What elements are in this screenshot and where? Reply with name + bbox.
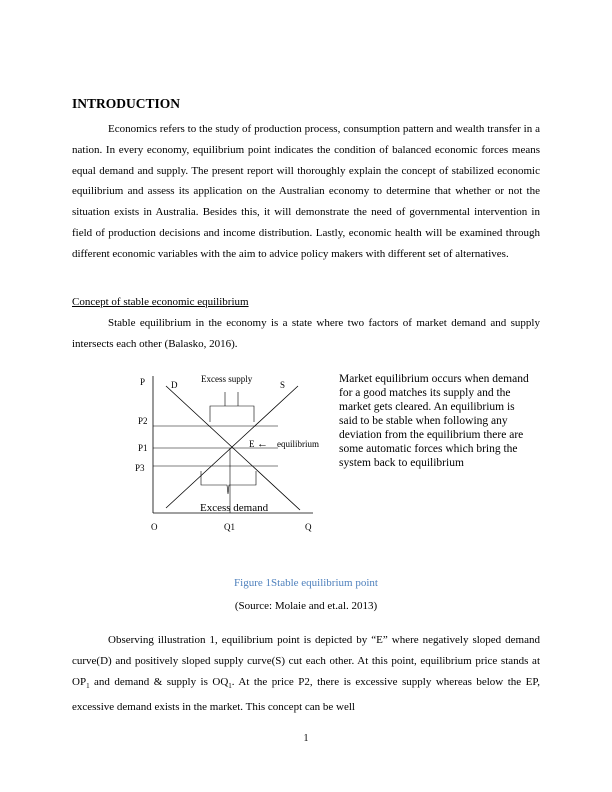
observation-text-1: Observing illustration 1, equilibrium point is depicted by “E” where negatively sloped demand curve(D) and positively sloped supply curve(S) cut each other. At this point, equilibrium price stands at OP <box>72 634 540 688</box>
observation-text-3: . At the price P2, there is excessive supply whereas below the EP, excessive demand exists in the market. This concept can be well <box>72 675 540 713</box>
page-number: 1 <box>303 733 309 744</box>
section-heading: INTRODUCTION <box>72 96 181 111</box>
figure-caption: Figure 1Stable equilibrium point <box>234 577 378 589</box>
origin-label: O <box>151 522 158 532</box>
p-axis-label: P <box>140 377 146 387</box>
d-curve-label: D <box>171 380 178 390</box>
subscript-p1: 1 <box>86 681 90 690</box>
observation-text-2: and demand & supply is OQ <box>89 675 229 688</box>
q-axis-label: Q <box>305 522 312 532</box>
excess-demand-bracket <box>201 471 256 494</box>
s-curve-label: S <box>280 380 286 390</box>
equilibrium-diagram <box>128 366 328 536</box>
observation-paragraph <box>72 630 540 717</box>
subscript-q1: 1 <box>228 681 232 690</box>
equilibrium-arrow: ← <box>257 438 268 450</box>
intro-paragraph: Economics refers to the study of production process, consumption pattern and wealth transfer in a nation. In every economy, equilibrium point indicates the condition of balanced economic forces means equal demand and supply. The present report will thoroughly explain the concept of stabilized economic equilibrium and assess its application on the Australian economy to determine that whether or not the situation exists in Australia. Besides this, it will demonstrate the need of governmental intervention in field of production decisions and income distribution. Lastly, economic health will be examined through different economic variables with the aim to advice policy makers with different set of alternatives. <box>72 123 540 260</box>
concept-paragraph: Stable equilibrium in the economy is a state where two factors of market demand and supply intersects each other (Balasko, 2016). <box>72 317 540 350</box>
p2-label: P2 <box>138 416 148 426</box>
e-point-label: E <box>249 439 255 449</box>
subsection-heading: Concept of stable economic equilibrium <box>72 296 249 308</box>
q1-label: Q1 <box>224 522 235 532</box>
excess-supply-bracket <box>210 392 254 422</box>
p3-label: P3 <box>135 463 145 473</box>
p1-label: P1 <box>138 443 148 453</box>
equilibrium-label: equilibrium <box>277 439 319 449</box>
excess-supply-label: Excess supply <box>201 374 253 384</box>
excess-demand-label: Excess demand <box>200 502 269 514</box>
figure-source: (Source: Molaie and et.al. 2013) <box>234 600 378 612</box>
figure-side-note: Market equilibrium occurs when demand for a good matches its supply and the market gets cleared. An equilibrium is said to be stable when following any deviation from the equilibrium there are some automatic forces which bring the system back to equilibrium <box>339 373 529 469</box>
